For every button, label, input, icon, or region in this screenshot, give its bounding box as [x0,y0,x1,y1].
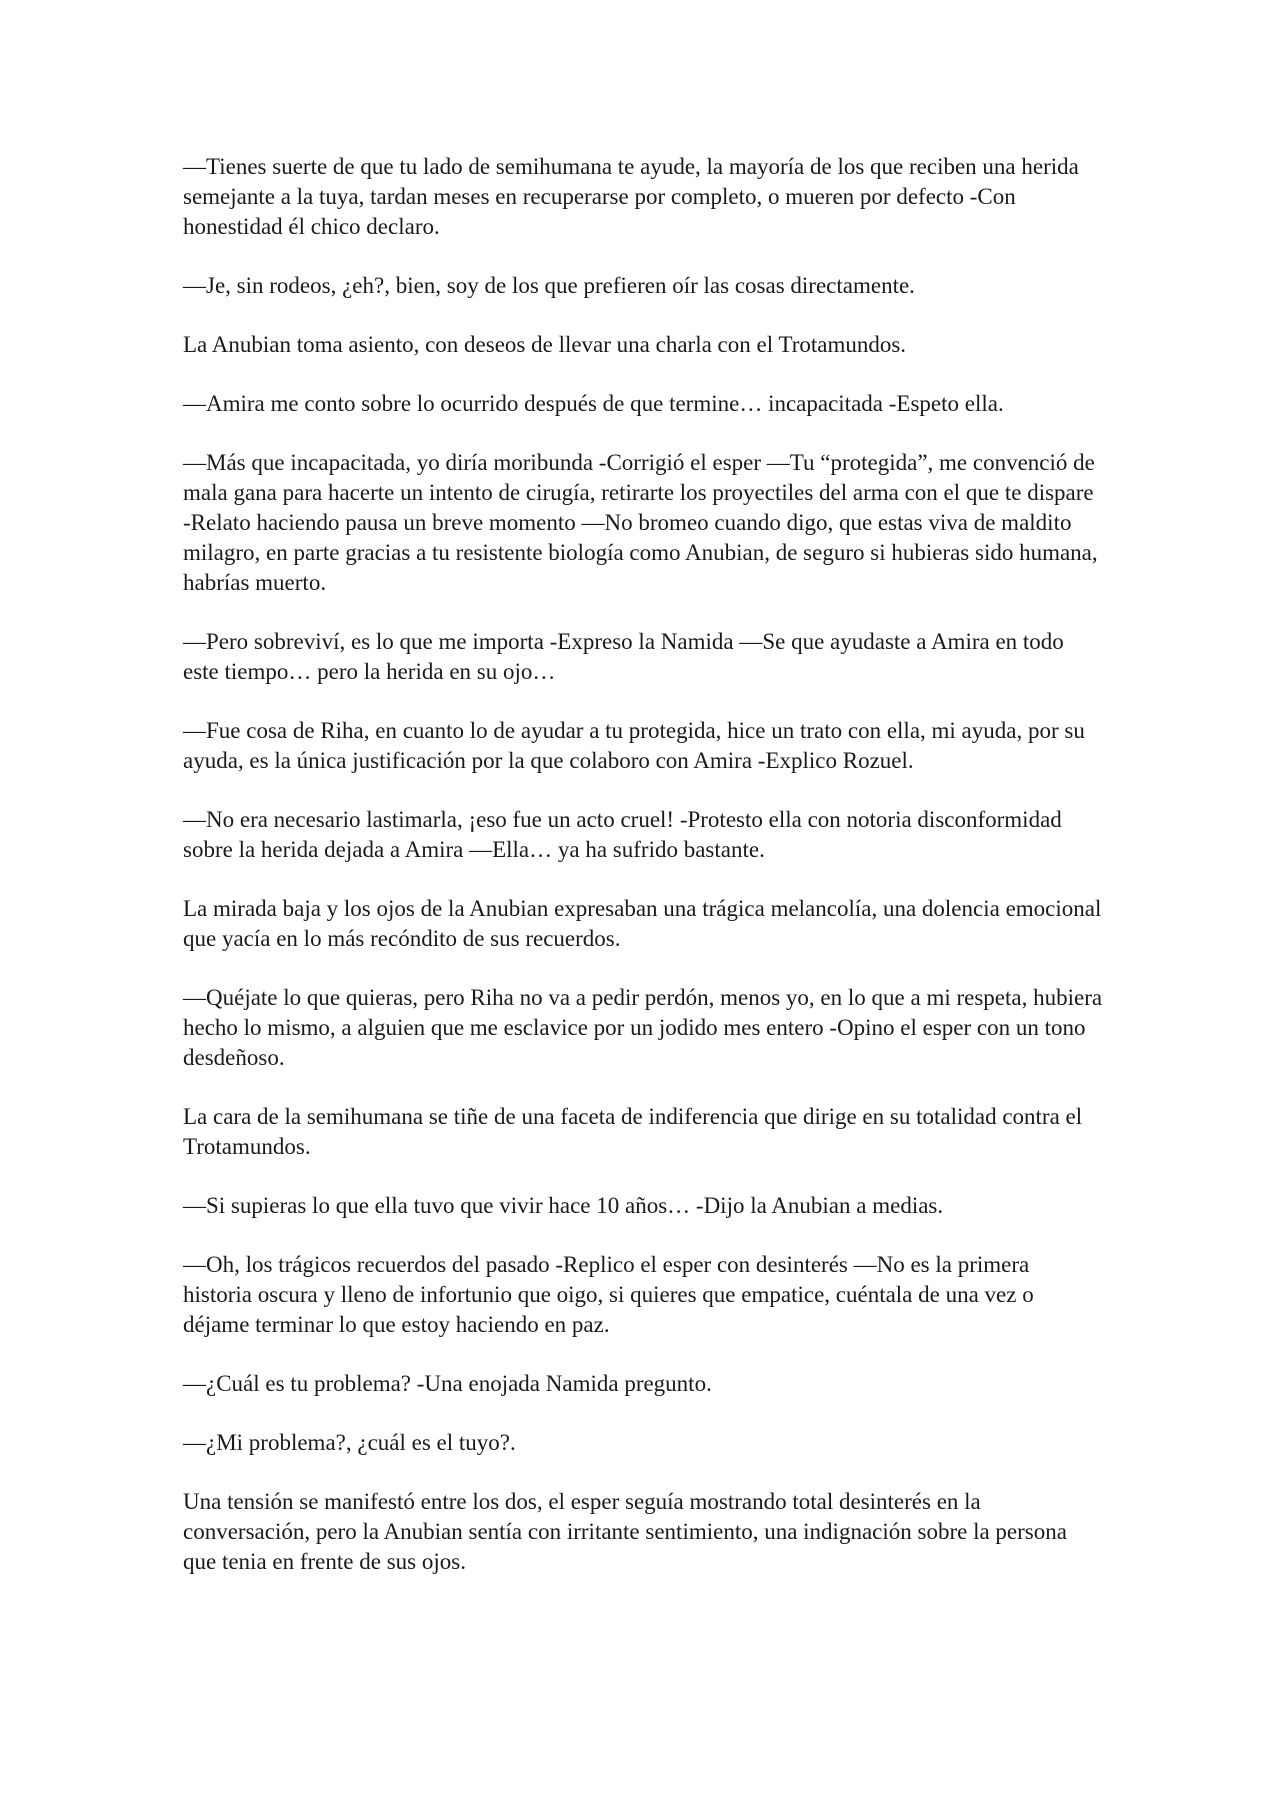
paragraph: —¿Cuál es tu problema? -Una enojada Namida pregunto. [183,1371,712,1396]
paragraph: —Quéjate lo que quieras, pero Riha no va a pedir perdón, menos yo, en lo que a mi respeta, hubiera hecho lo mismo, a alguien que me esclavice por un jodido mes entero -Opino el esper con un tono desdeñoso. [183,985,1103,1070]
paragraph: —Si supieras lo que ella tuvo que vivir hace 10 años… -Dijo la Anubian a medias. [183,1193,944,1218]
paragraph: —Tienes suerte de que tu lado de semihumana te ayude, la mayoría de los que reciben una herida semejante a la tuya, tardan meses en recuperarse por completo, o mueren por defecto -Con honestidad él chico declaro. [183,154,1079,239]
paragraph: —Je, sin rodeos, ¿eh?, bien, soy de los que prefieren oír las cosas directamente. [183,273,915,298]
paragraph: —Fue cosa de Riha, en cuanto lo de ayudar a tu protegida, hice un trato con ella, mi ayuda, por su ayuda, es la única justificación por la que colaboro con Amira -Explico Rozuel. [183,718,1085,773]
text-column [183,152,1103,1606]
paragraph: —Oh, los trágicos recuerdos del pasado -Replico el esper con desinterés —No es la primera historia oscura y lleno de infortunio que oigo, si quieres que empatice, cuéntala de una vez o déjame terminar lo que estoy haciendo en paz. [183,1252,1034,1337]
paragraph: —Amira me conto sobre lo ocurrido después de que termine… incapacitada -Espeto ella. [183,391,1004,416]
paragraph: —Pero sobreviví, es lo que me importa -Expreso la Namida —Se que ayudaste a Amira en todo este tiempo… pero la herida en su ojo… [183,629,1064,684]
paragraph: —No era necesario lastimarla, ¡eso fue un acto cruel! -Protesto ella con notoria disconformidad sobre la herida dejada a Amira —Ella… ya ha sufrido bastante. [183,807,1062,862]
paragraph: —¿Mi problema?, ¿cuál es el tuyo?. [183,1430,516,1455]
paragraph: Una tensión se manifestó entre los dos, el esper seguía mostrando total desinterés en la conversación, pero la Anubian sentía con irritante sentimiento, una indignación sobre la persona que tenia en frente de sus ojos. [183,1489,1067,1574]
paragraph: —Más que incapacitada, yo diría moribunda -Corrigió el esper —Tu “protegida”, me convenció de mala gana para hacerte un intento de cirugía, retirarte los proyectiles del arma con el que te dispare -Relato haciendo pausa un breve momento —No bromeo cuando digo, que estas viva de maldito milagro, en parte gracias a tu resistente biología como Anubian, de seguro si hubieras sido humana, habrías muerto. [183,450,1098,595]
paragraph: La cara de la semihumana se tiñe de una faceta de indiferencia que dirige en su totalidad contra el Trotamundos. [183,1104,1083,1159]
paragraph: La Anubian toma asiento, con deseos de llevar una charla con el Trotamundos. [183,332,907,357]
paragraph: La mirada baja y los ojos de la Anubian expresaban una trágica melancolía, una dolencia emocional que yacía en lo más recóndito de sus recuerdos. [183,896,1102,951]
